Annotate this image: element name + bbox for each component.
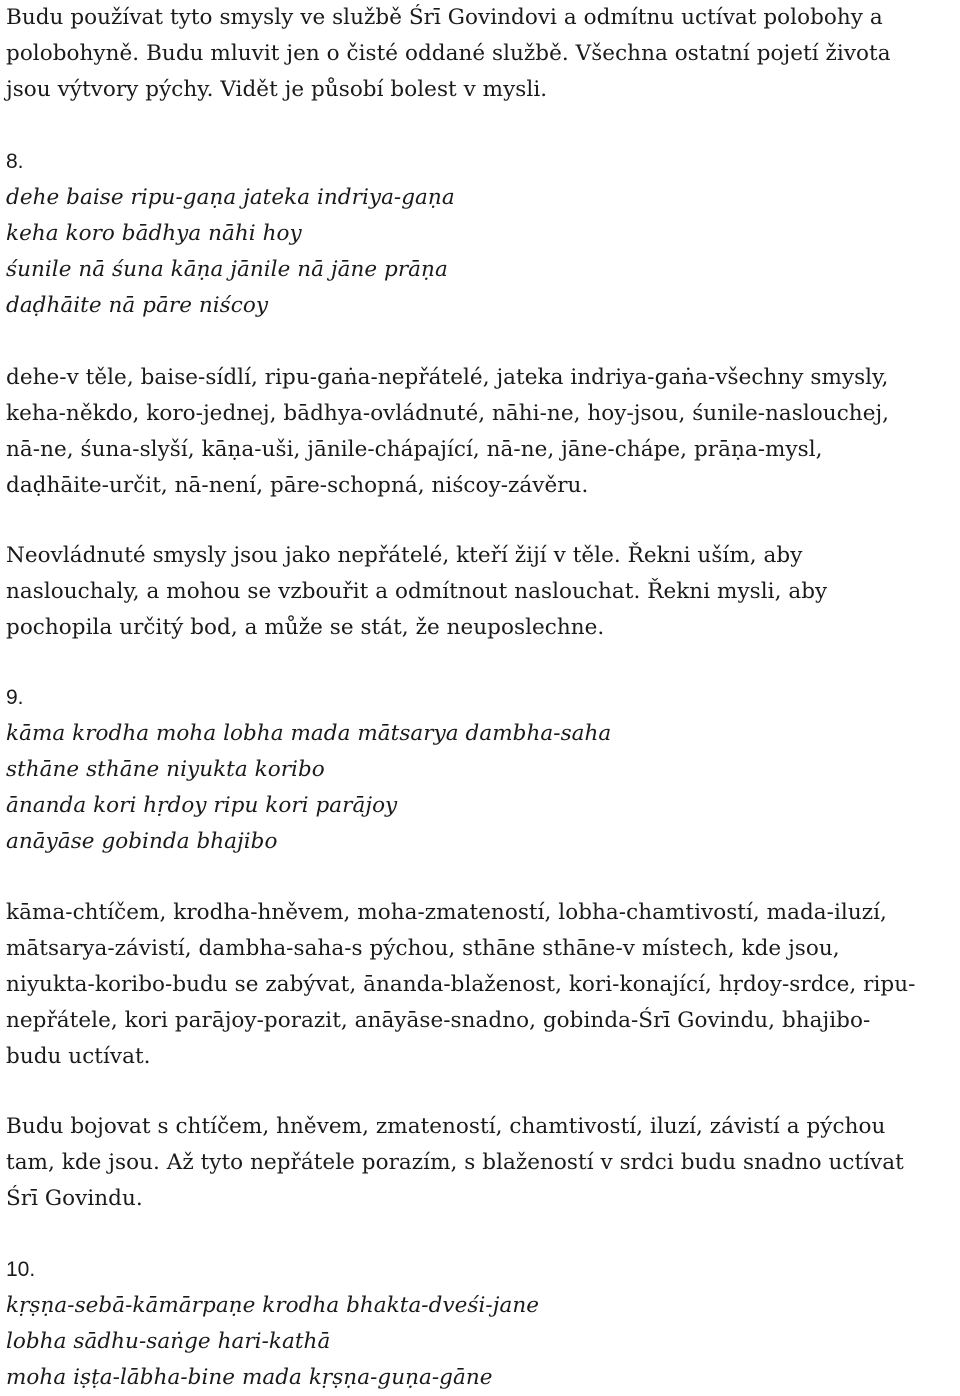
verse-line: anāyāse gobinda bhajibo <box>6 829 278 854</box>
verse-line: daḍhāite nā pāre niścoy <box>6 293 269 318</box>
verse-8-synonyms <box>6 360 956 504</box>
verse-9-synonyms <box>6 895 956 1075</box>
translation-line: Śrī Govindu. <box>6 1186 143 1211</box>
verse-line: kāma krodha moha lobha mada mātsarya dambha-saha <box>6 721 612 746</box>
verse-number: 8. <box>6 150 24 173</box>
verse-8-text <box>6 180 956 324</box>
synonyms-line: mātsarya-závistí, dambha-saha-s pýchou, sthāne sthāne-v místech, kde jsou, <box>6 936 840 961</box>
translation-line: Neovládnuté smysly jsou jako nepřátelé, kteří žijí v těle. Řekni uším, aby <box>6 543 803 568</box>
verse-10-text <box>6 1288 956 1396</box>
synonyms-line: dehe-v těle, baise-sídlí, ripu-gaṅa-nepřátelé, jateka indriya-gaṅa-všechny smysly, <box>6 365 889 390</box>
translation-line: tam, kde jsou. Až tyto nepřátele porazím, s blažeností v srdci budu snadno uctívat <box>6 1150 904 1175</box>
synonyms-line: kāma-chtíčem, krodha-hněvem, moha-zmateností, lobha-chamtivostí, mada-iluzí, <box>6 900 887 925</box>
intro-line: Budu používat tyto smysly ve službě Śrī Govindovi a odmítnu uctívat polobohy a <box>6 5 883 30</box>
verse-number: 9. <box>6 686 24 709</box>
verse-line: kṛṣṇa-sebā-kāmārpaṇe krodha bhakta-dveśi-jane <box>6 1293 539 1318</box>
verse-line: ānanda kori hṛdoy ripu kori parājoy <box>6 793 398 818</box>
verse-9-text <box>6 716 956 860</box>
verse-number: 10. <box>6 1258 36 1281</box>
synonyms-line: daḍhāite-určit, nā-není, pāre-schopná, niścoy-závěru. <box>6 473 589 498</box>
intro-line: polobohyně. Budu mluvit jen o čisté oddané službě. Všechna ostatní pojetí života <box>6 41 891 66</box>
verse-10-number-block <box>6 1252 956 1288</box>
verse-8-translation <box>6 538 956 646</box>
synonyms-line: budu uctívat. <box>6 1044 151 1069</box>
translation-line: naslouchaly, a mohou se vzbouřit a odmítnout naslouchat. Řekni mysli, aby <box>6 579 828 604</box>
synonyms-line: nepřátele, kori parājoy-porazit, anāyāse-snadno, gobinda-Śrī Govindu, bhajibo- <box>6 1008 871 1033</box>
verse-line: moha iṣṭa-lābha-bine mada kṛṣṇa-guṇa-gāne <box>6 1365 493 1390</box>
verse-line: śunile nā śuna kāṇa jānile nā jāne prāṇa <box>6 257 448 282</box>
intro-paragraph <box>6 0 956 108</box>
verse-8-number-block <box>6 144 956 180</box>
translation-line: Budu bojovat s chtíčem, hněvem, zmateností, chamtivostí, iluzí, závistí a pýchou <box>6 1114 886 1139</box>
verse-9-number-block <box>6 680 956 716</box>
synonyms-line: nā-ne, śuna-slyší, kāṇa-uši, jānile-chápající, nā-ne, jāne-chápe, prāṇa-mysl, <box>6 437 823 462</box>
verse-line: sthāne sthāne niyukta koribo <box>6 757 325 782</box>
intro-line: jsou výtvory pýchy. Vidět je působí bolest v mysli. <box>6 77 548 102</box>
translation-line: pochopila určitý bod, a může se stát, že neuposlechne. <box>6 615 605 640</box>
verse-line: lobha sādhu-saṅge hari-kathā <box>6 1329 331 1354</box>
verse-line: keha koro bādhya nāhi hoy <box>6 221 302 246</box>
verse-line: dehe baise ripu-gaṇa jateka indriya-gaṇa <box>6 185 455 210</box>
synonyms-line: keha-někdo, koro-jednej, bādhya-ovládnuté, nāhi-ne, hoy-jsou, śunile-naslouchej, <box>6 401 890 426</box>
synonyms-line: niyukta-koribo-budu se zabývat, ānanda-blaženost, kori-konající, hṛdoy-srdce, ripu- <box>6 972 916 997</box>
verse-9-translation <box>6 1109 956 1217</box>
